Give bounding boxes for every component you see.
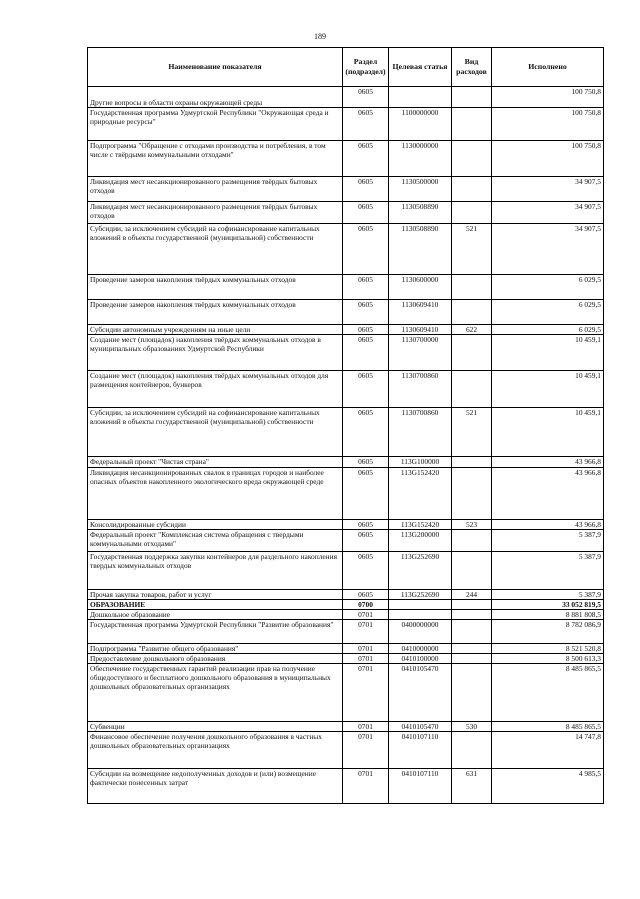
row-name: Государственная поддержка закупки контейнеров для раздельного накопления твердых коммунальных отходов [88, 552, 343, 590]
row-expense-type: 523 [452, 520, 492, 530]
row-executed: 8 881 808,5 [492, 610, 604, 620]
table-row [88, 87, 604, 108]
row-name: Консолидированные субсидии [88, 520, 343, 530]
row-name: Предоставление дошкольного образования [88, 654, 343, 664]
row-executed: 10 459,1 [492, 335, 604, 371]
row-section: 0605 [343, 552, 389, 590]
row-section: 0605 [343, 325, 389, 335]
row-expense-type: 622 [452, 325, 492, 335]
row-expense-type: 521 [452, 224, 492, 275]
row-section: 0605 [343, 335, 389, 371]
table-row [88, 108, 604, 141]
table-row [88, 371, 604, 408]
budget-table [87, 47, 604, 804]
row-target: 0410105470 [389, 664, 452, 722]
col-header-name: Наименование показателя [88, 48, 343, 87]
table-row [88, 610, 604, 620]
row-expense-type [452, 600, 492, 610]
row-target: 1130700000 [389, 335, 452, 371]
row-name: Ликвидация несанкционированных свалок в границах городов и наиболее опасных объектов накопленного экологического вреда окружающей среде [88, 468, 343, 520]
table-row [88, 457, 604, 468]
row-expense-type [452, 108, 492, 141]
row-executed: 4 985,5 [492, 769, 604, 804]
col-header-expense-type: Вид расходов [452, 48, 492, 87]
row-target: 1130600000 [389, 275, 452, 300]
row-target: 1130609410 [389, 300, 452, 325]
row-expense-type [452, 530, 492, 552]
row-name: Создание мест (площадок) накопления твёрдых коммунальных отходов в муниципальных образованиях Удмуртской Республики [88, 335, 343, 371]
row-expense-type [452, 275, 492, 300]
row-executed: 34 907,5 [492, 224, 604, 275]
row-target: 0410107110 [389, 769, 452, 804]
row-name: Финансовое обеспечение получения дошкольного образования в частных дошкольных образовательных организациях [88, 732, 343, 769]
row-name: Проведение замеров накопления твёрдых коммунальных отходов [88, 275, 343, 300]
row-name: ОБРАЗОВАНИЕ [88, 600, 343, 610]
table-row [88, 141, 604, 177]
row-section: 0605 [343, 224, 389, 275]
row-executed: 34 907,5 [492, 177, 604, 202]
row-expense-type: 521 [452, 408, 492, 457]
row-target: 0410000000 [389, 644, 452, 654]
table-row [88, 600, 604, 610]
row-section: 0605 [343, 457, 389, 468]
row-target: 0410107110 [389, 732, 452, 769]
table-row [88, 224, 604, 275]
row-name: Федеральный проект "Комплексная система обращения с твердыми коммунальными отходами" [88, 530, 343, 552]
col-header-section: Раздел (подраздел) [343, 48, 389, 87]
row-target: 113G100000 [389, 457, 452, 468]
row-section: 0701 [343, 644, 389, 654]
row-section: 0701 [343, 769, 389, 804]
row-target: 113G252690 [389, 590, 452, 600]
row-target: 113G252690 [389, 552, 452, 590]
row-target: 0400000000 [389, 620, 452, 644]
table-row [88, 654, 604, 664]
table-row [88, 275, 604, 300]
row-name: Субсидии на возмещение недополученных доходов и (или) возмещение фактически понесенных затрат [88, 769, 343, 804]
row-target [389, 600, 452, 610]
row-name: Обеспечение государственных гарантий реализации прав на получение общедоступного и бесплатного дошкольного образования в муниципальных дошкольных образовательных организациях [88, 664, 343, 722]
row-target [389, 87, 452, 108]
table-row [88, 732, 604, 769]
row-executed: 33 052 819,5 [492, 600, 604, 610]
row-expense-type [452, 610, 492, 620]
table-row [88, 408, 604, 457]
row-expense-type [452, 654, 492, 664]
row-section: 0700 [343, 600, 389, 610]
col-header-executed: Исполнено [492, 48, 604, 87]
row-executed: 43 966,8 [492, 468, 604, 520]
row-executed: 8 782 086,9 [492, 620, 604, 644]
table-header-row [88, 48, 604, 87]
row-executed: 100 750,8 [492, 141, 604, 177]
row-section: 0605 [343, 590, 389, 600]
row-executed: 6 029,5 [492, 300, 604, 325]
row-target: 113G200000 [389, 530, 452, 552]
row-name: Дошкольное образование [88, 610, 343, 620]
row-expense-type [452, 468, 492, 520]
table-row [88, 664, 604, 722]
row-section: 0701 [343, 664, 389, 722]
row-target: 113G152420 [389, 468, 452, 520]
row-expense-type [452, 644, 492, 654]
row-executed: 5 387,9 [492, 552, 604, 590]
row-name: Федеральный проект "Чистая страна" [88, 457, 343, 468]
row-name: Другие вопросы в области охраны окружающей среды [88, 87, 343, 108]
row-name: Субсидии автономным учреждениям на иные цели [88, 325, 343, 335]
row-executed: 43 966,8 [492, 457, 604, 468]
row-name: Подпрограмма "Обращение с отходами производства и потребления, в том числе с твёрдыми коммунальными отходами" [88, 141, 343, 177]
row-section: 0605 [343, 108, 389, 141]
table-row [88, 644, 604, 654]
row-target: 1130508890 [389, 224, 452, 275]
row-expense-type: 631 [452, 769, 492, 804]
row-executed: 5 387,9 [492, 590, 604, 600]
row-executed: 10 459,1 [492, 408, 604, 457]
row-target: 0410105470 [389, 722, 452, 732]
row-section: 0605 [343, 371, 389, 408]
table-row [88, 722, 604, 732]
row-section: 0701 [343, 722, 389, 732]
row-section: 0605 [343, 468, 389, 520]
row-target: 1130609410 [389, 325, 452, 335]
row-name: Ликвидация мест несанкционированного размещения твёрдых бытовых отходов [88, 177, 343, 202]
row-expense-type [452, 732, 492, 769]
table-row [88, 202, 604, 224]
row-expense-type: 244 [452, 590, 492, 600]
row-target: 1130700860 [389, 408, 452, 457]
row-expense-type [452, 87, 492, 108]
row-expense-type: 530 [452, 722, 492, 732]
table-row [88, 530, 604, 552]
row-expense-type [452, 335, 492, 371]
table-row [88, 335, 604, 371]
row-section: 0605 [343, 202, 389, 224]
table-row [88, 300, 604, 325]
table-row [88, 177, 604, 202]
row-expense-type [452, 141, 492, 177]
row-section: 0701 [343, 620, 389, 644]
row-name: Субсидии, за исключением субсидий на софинансирование капитальных вложений в объекты государственной (муниципальной) собственности [88, 408, 343, 457]
row-name: Субсидии, за исключением субсидий на софинансирование капитальных вложений в объекты государственной (муниципальной) собственности [88, 224, 343, 275]
row-expense-type [452, 177, 492, 202]
row-section: 0605 [343, 141, 389, 177]
row-name: Прочая закупка товаров, работ и услуг [88, 590, 343, 600]
row-target: 0410100000 [389, 654, 452, 664]
row-target: 1130000000 [389, 141, 452, 177]
row-section: 0701 [343, 732, 389, 769]
row-executed: 6 029,5 [492, 275, 604, 300]
row-executed: 5 387,9 [492, 530, 604, 552]
table-row [88, 552, 604, 590]
row-expense-type [452, 664, 492, 722]
table-row [88, 590, 604, 600]
row-expense-type [452, 371, 492, 408]
row-section: 0605 [343, 530, 389, 552]
row-executed: 8 521 520,8 [492, 644, 604, 654]
table-row [88, 468, 604, 520]
row-executed: 10 459,1 [492, 371, 604, 408]
row-executed: 100 750,8 [492, 108, 604, 141]
row-name: Подпрограмма "Развитие общего образования" [88, 644, 343, 654]
row-section: 0605 [343, 408, 389, 457]
row-executed: 6 029,5 [492, 325, 604, 335]
row-executed: 8 500 613,3 [492, 654, 604, 664]
table-row [88, 520, 604, 530]
table-row [88, 769, 604, 804]
table-row [88, 620, 604, 644]
row-name: Создание мест (площадок) накопления твёрдых коммунальных отходов для размещения контейнеров, бункеров [88, 371, 343, 408]
row-section: 0605 [343, 87, 389, 108]
row-section: 0605 [343, 300, 389, 325]
page-number: 189 [314, 32, 326, 41]
row-executed: 14 747,8 [492, 732, 604, 769]
row-target [389, 610, 452, 620]
row-executed: 8 485 865,5 [492, 722, 604, 732]
row-target: 113G152420 [389, 520, 452, 530]
row-expense-type [452, 300, 492, 325]
row-executed: 100 750,8 [492, 87, 604, 108]
row-target: 1130700860 [389, 371, 452, 408]
row-section: 0605 [343, 177, 389, 202]
row-section: 0701 [343, 610, 389, 620]
row-executed: 8 485 865,5 [492, 664, 604, 722]
table-row [88, 325, 604, 335]
row-target: 1130500000 [389, 177, 452, 202]
row-expense-type [452, 552, 492, 590]
row-target: 1100000000 [389, 108, 452, 141]
row-name: Государственная программа Удмуртской Республики "Окружающая среда и природные ресурсы" [88, 108, 343, 141]
row-section: 0701 [343, 654, 389, 664]
row-name: Проведение замеров накопления твёрдых коммунальных отходов [88, 300, 343, 325]
row-executed: 34 907,5 [492, 202, 604, 224]
row-expense-type [452, 202, 492, 224]
row-expense-type [452, 620, 492, 644]
row-name: Государственная программа Удмуртской Республики "Развитие образования" [88, 620, 343, 644]
row-name: Субвенции [88, 722, 343, 732]
row-name: Ликвидация мест несанкционированного размещения твёрдых бытовых отходов [88, 202, 343, 224]
row-executed: 43 966,8 [492, 520, 604, 530]
col-header-target: Целевая статья [389, 48, 452, 87]
row-section: 0605 [343, 520, 389, 530]
row-expense-type [452, 457, 492, 468]
row-target: 1130508890 [389, 202, 452, 224]
row-section: 0605 [343, 275, 389, 300]
